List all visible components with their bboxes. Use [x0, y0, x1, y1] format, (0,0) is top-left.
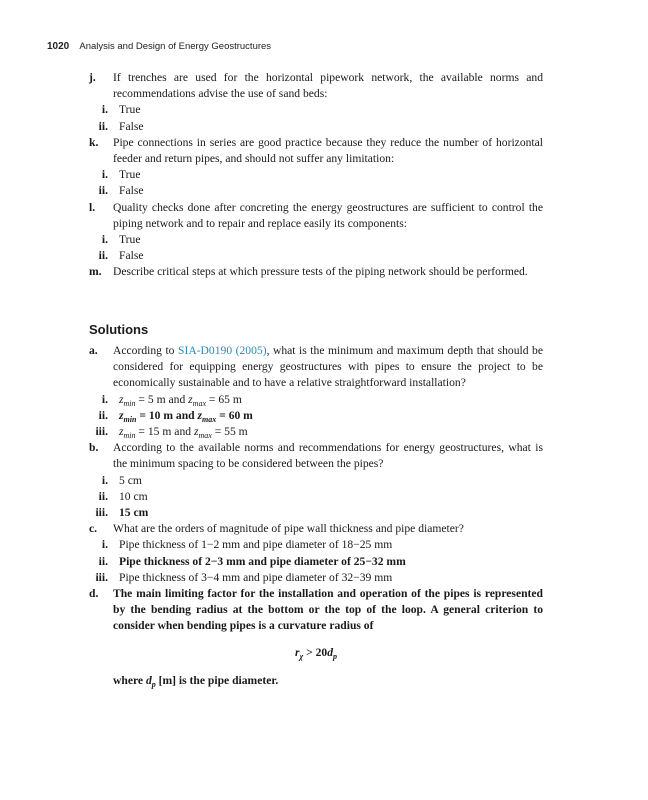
option — [89, 570, 543, 586]
zmax-value: 60 m — [228, 408, 253, 422]
where-clause — [89, 673, 543, 689]
question-text: Pipe connections in series are good practice because they reduce the number of horizontal feeder and return pipes, and should not suffer any limitation: — [113, 135, 543, 166]
option-label: i. — [101, 168, 108, 182]
option — [89, 183, 543, 199]
eq-r: r — [294, 645, 300, 659]
option-correct — [89, 505, 543, 521]
question-label: b. — [89, 441, 99, 455]
sub-max: max — [198, 431, 212, 441]
question-label: j. — [89, 71, 96, 84]
questions-list — [89, 70, 543, 281]
where-d-sub: p — [151, 679, 156, 689]
option-text: True — [119, 168, 141, 182]
solutions-list — [89, 343, 543, 689]
running-title: Analysis and Design of Energy Geostructures — [79, 41, 272, 52]
z-symbol: z — [193, 425, 199, 439]
question-text-cont: , what is the minimum and maximum depth that should be considered for equipping energy geostructures with pipes to ensure the project to be economically sustainable and to have a relative straightforward installation? — [113, 344, 544, 390]
option-label: i. — [101, 538, 108, 552]
option-label: iii. — [95, 425, 108, 439]
z-symbol: z — [188, 392, 193, 406]
question-label: a. — [89, 344, 98, 357]
solution-d — [89, 586, 543, 635]
zmax-value: 55 m — [224, 425, 248, 439]
question-label: d. — [89, 587, 99, 601]
z-symbol: z — [119, 408, 124, 422]
running-header — [47, 41, 271, 52]
page-number: 1020 — [47, 41, 70, 52]
answer-text: The main limiting factor for the installation and operation of the pipes is represented by the bending radius at the bottom or the top of the loop. A general criterion to consider when bending pipes is a curvature radius of — [113, 587, 543, 633]
option — [89, 119, 543, 135]
z-symbol: z — [119, 392, 124, 406]
curvature-equation — [89, 645, 543, 661]
eq-relation: > 20 — [303, 645, 328, 659]
and-word: and — [174, 425, 192, 439]
option-label: i. — [101, 392, 108, 406]
option-label: ii. — [98, 489, 108, 503]
option-label: ii. — [98, 554, 108, 568]
option-label: i. — [101, 103, 108, 117]
sub-min: min — [123, 414, 137, 424]
option-text: False — [119, 184, 144, 198]
option-label: i. — [101, 233, 108, 247]
solution-c — [89, 521, 543, 537]
option — [89, 167, 543, 183]
sub-min: min — [123, 398, 136, 408]
citation-link[interactable]: SIA-D0190 (2005) — [178, 344, 267, 357]
zmin-value: 10 m — [148, 408, 173, 422]
question-text: What are the orders of magnitude of pipe wall thickness and pipe diameter? — [113, 522, 464, 536]
question-label: m. — [89, 265, 102, 279]
sub-max: max — [192, 398, 206, 408]
question-label: c. — [89, 522, 98, 536]
solution-a — [89, 343, 543, 392]
option-text: Pipe thickness of 3−4 mm and pipe diameter of 32−39 mm — [119, 570, 393, 584]
option — [89, 489, 543, 505]
option-text: 5 cm — [119, 473, 142, 487]
zmax-value: 65 m — [218, 392, 242, 406]
eq-d: d — [327, 645, 334, 659]
question-label: l. — [89, 200, 96, 214]
eq-r-sub: χ — [299, 651, 304, 661]
option-label: iii. — [95, 506, 108, 520]
question-m — [89, 264, 543, 280]
question-text: Quality checks done after concreting the energy geostructures are sufficient to control the piping network and to repair and replace easily its components: — [113, 200, 543, 230]
option-label: ii. — [98, 119, 108, 133]
where-d: d — [145, 673, 152, 687]
option-text: False — [119, 119, 144, 133]
option — [89, 473, 543, 489]
question-label: k. — [89, 135, 99, 149]
option-text: Pipe thickness of 1−2 mm and pipe diameter of 18−25 mm — [119, 538, 393, 552]
option-correct — [89, 408, 543, 424]
question-k — [89, 135, 543, 167]
sub-min: min — [123, 431, 136, 441]
eq-sign: = — [208, 392, 216, 406]
question-j — [89, 70, 543, 102]
where-suffix: [m] is the pipe diameter. — [155, 673, 279, 687]
question-text: According to — [113, 344, 179, 357]
option-label: iii. — [95, 570, 108, 584]
solution-b — [89, 440, 543, 472]
question-text: Describe critical steps at which pressure tests of the piping network should be performed. — [113, 265, 528, 279]
question-text: According to the available norms and recommendations for energy geostructures, what is the minimum spacing to be considered between the pipes? — [113, 441, 543, 471]
z-symbol: z — [119, 425, 124, 439]
option — [89, 392, 543, 408]
option-text: Pipe thickness of 2−3 mm and pipe diameter of 25−32 mm — [119, 554, 406, 568]
option — [89, 248, 543, 264]
solutions-heading: Solutions — [89, 322, 149, 337]
option-text: 10 cm — [119, 489, 148, 503]
option-text: 15 cm — [119, 506, 149, 520]
zmin-value: 5 m — [147, 392, 166, 406]
question-text: If trenches are used for the horizontal pipework network, the available norms and recommendations advise the use of sand beds: — [113, 71, 543, 101]
option-text: False — [119, 249, 144, 263]
z-symbol: z — [197, 408, 203, 422]
and-word: and — [168, 392, 186, 406]
option-text: True — [119, 233, 141, 247]
option — [89, 232, 543, 248]
option-label: i. — [101, 473, 108, 487]
option-label: ii. — [98, 408, 108, 422]
option-label: ii. — [98, 184, 108, 198]
question-l — [89, 200, 543, 232]
eq-sign: = — [214, 425, 222, 439]
option — [89, 424, 543, 440]
eq-sign: = — [138, 392, 145, 406]
sub-max: max — [202, 414, 217, 424]
eq-sign: = — [139, 408, 146, 422]
option — [89, 537, 543, 553]
zmin-value: 15 m — [147, 425, 172, 439]
option-correct — [89, 554, 543, 570]
option — [89, 102, 543, 118]
eq-d-sub: p — [333, 651, 338, 661]
and-word: and — [175, 408, 195, 422]
option-text: True — [119, 103, 141, 117]
eq-sign: = — [138, 425, 145, 439]
eq-sign: = — [219, 408, 226, 422]
option-label: ii. — [98, 249, 108, 263]
where-prefix: where — [113, 673, 146, 687]
